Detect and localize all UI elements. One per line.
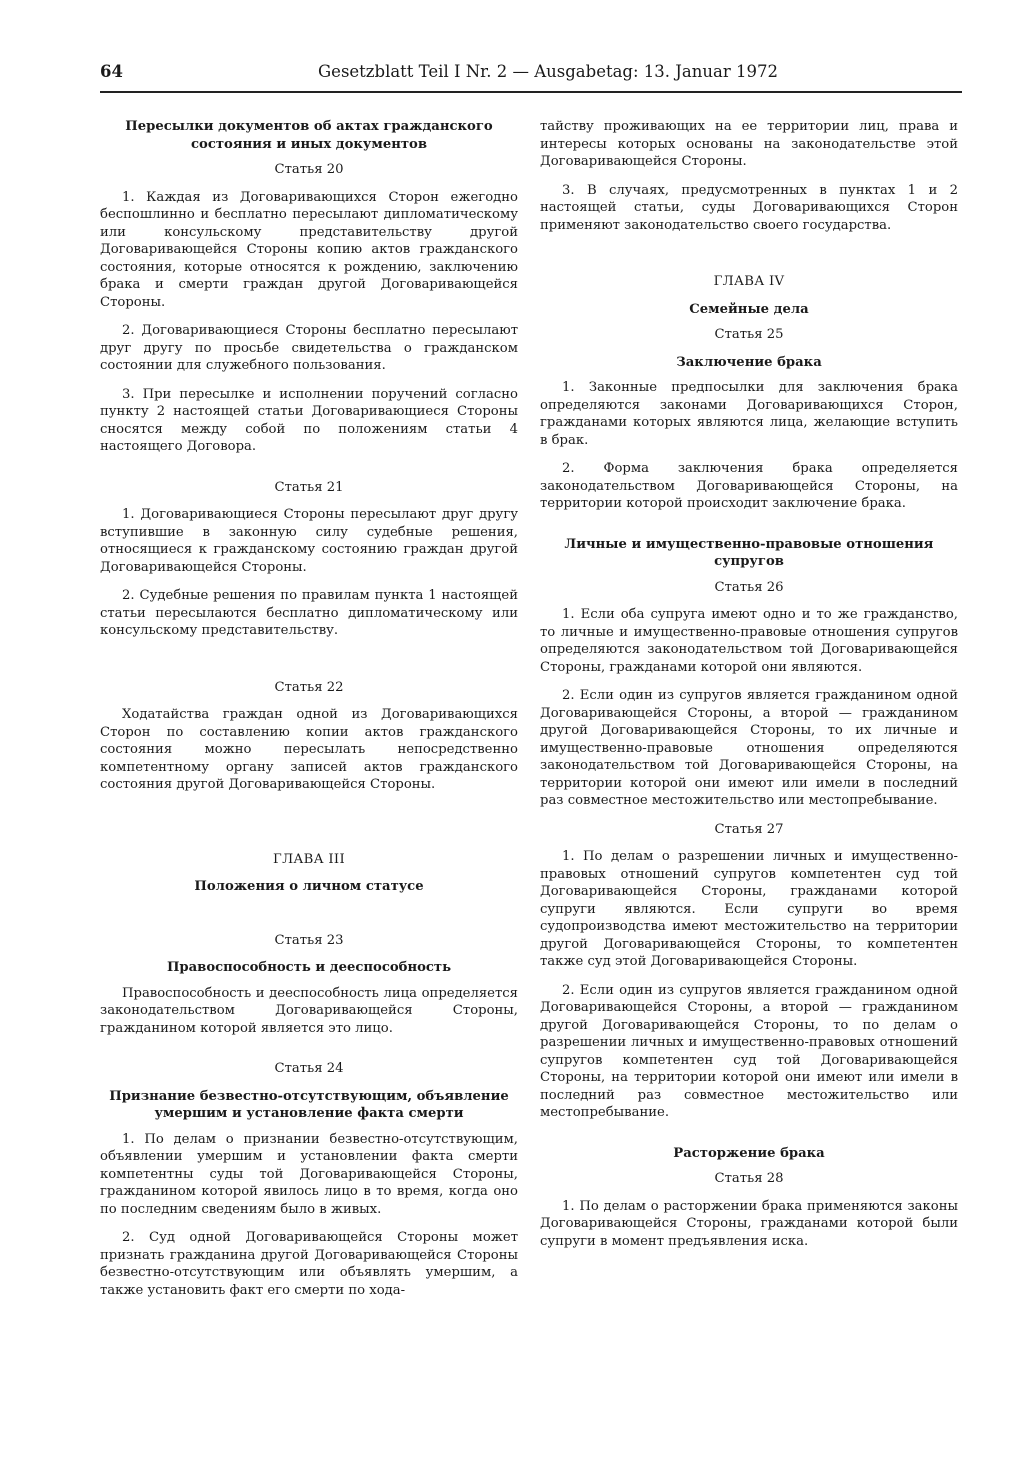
article-27-heading: Статья 27 [714, 821, 784, 837]
article-21-heading: Статья 21 [274, 479, 344, 495]
paragraph: 2. Форма заключения брака определяется законодательством Договаривающейся Стороны, на территории которой происходит заключение брака. [540, 461, 958, 511]
section-heading: Личные и имущественно-правовые отношения супругов [564, 536, 934, 569]
header-title: Gesetzblatt Teil I Nr. 2 — Ausgabetag: 13. Januar 1972 [318, 62, 778, 81]
article-25-heading: Статья 25 [714, 327, 784, 342]
section-heading: Расторжение брака [673, 1145, 825, 1161]
article-23-title: Правоспособность и дееспособность [166, 960, 452, 975]
article-28-heading: Статья 28 [714, 1171, 784, 1186]
paragraph: 2. Если один из супругов является гражданином одной Договаривающейся Стороны, а второй — гражданином другой Договаривающейся Стороны, то их личные и имущественно-правовые отношения определяются законодательством той Договаривающейся Стороны, на территории которой они имеют или имели в последний раз совместное местожительство или местопребывание. [540, 688, 958, 808]
chapter-4-title: Семейные дела [689, 301, 809, 317]
paragraph: 3. При пересылке и исполнении поручений согласно пункту 2 настоящей статьи Договаривающиеся Стороны сносятся между собой по положениям статьи 4 настоящего Договора. [100, 386, 518, 454]
paragraph: Ходатайства граждан одной из Договаривающихся Сторон по составлению копии актов гражданского состояния можно пересылать непосредственно компетентному органу записей актов гражданского состояния другой Договаривающейся Стороны. [100, 707, 518, 792]
right-column [540, 118, 958, 1261]
paragraph: 1. Законные предпосылки для заключения брака определяются законами Договаривающихся Сторон, гражданами которых являются лица, желающие вступить в брак. [540, 380, 958, 448]
paragraph: 2. Договаривающиеся Стороны бесплатно пересылают друг другу по просьбе свидетельства о гражданском состоянии для служебного пользования. [100, 323, 518, 373]
page-number: 64 [100, 62, 123, 81]
paragraph: 2. Если один из супругов является гражданином одной Договаривающейся Стороны, а второй — гражданином другой Договаривающейся Стороны, то по делам о разрешении личных и имущественно-правовых отношений супругов компетентен суд той Договаривающейся Стороны, на территории которой они имеют или имели в последний раз совместное местожительство или местопребывание. [540, 982, 958, 1120]
paragraph: 2. Суд одной Договаривающейся Стороны может признать гражданина другой Договаривающейся Стороны безвестно-отсутствующим или объявлять умершим, а также установить факт его смерти по хода- [100, 1230, 518, 1298]
paragraph: 1. Договаривающиеся Стороны пересылают друг другу вступившие в законную силу судебные решения, относящиеся к гражданскому состоянию граждан другой Договаривающейся Стороны. [100, 507, 518, 575]
article-22-heading: Статья 22 [274, 679, 344, 695]
article-20-heading: Статья 20 [274, 162, 344, 177]
article-24-title: Признание безвестно-отсутствующим, объявление умершим и установление факта смерти [109, 1088, 509, 1121]
header-rule [100, 91, 962, 93]
paragraph: 1. Если оба супруга имеют одно и то же гражданство, то личные и имущественно-правовые отношения супругов определяются законодательством той Договаривающейся Стороны, гражданами которой они являются. [540, 607, 958, 675]
paragraph: 1. По делам о признании безвестно-отсутствующим, объявлении умершим и установлении факта смерти компетентны суды той Договаривающейся Стороны, гражданином которой явилось лицо в то время, когда оно по последним сведениям было в живых. [100, 1131, 518, 1217]
paragraph: 1. По делам о разрешении личных и имущественно-правовых отношений супругов компетентен суд той Договаривающейся Стороны, гражданами которой супруги являются. Если супруги во время судопроизводства имеют местожительство на территории другой Договаривающейся Стороны, то компетентен также суд этой Договаривающейся Стороны. [540, 849, 958, 969]
article-23-heading: Статья 23 [274, 932, 344, 948]
chapter-3-title: Положения о личном статусе [194, 879, 424, 894]
left-column [100, 118, 518, 1310]
paragraph: 3. В случаях, предусмотренных в пунктах 1 и 2 настоящей статьи, суды Договаривающихся Сторон применяют законодательство своего государства. [540, 182, 958, 233]
paragraph: 2. Судебные решения по правилам пункта 1 настоящей статьи пересылаются бесплатно дипломатическому или консульскому представительству. [100, 588, 518, 638]
section-heading: Пересылки документов об актах гражданского состояния и иных документов [125, 119, 493, 152]
paragraph: 1. По делам о расторжении брака применяются законы Договаривающейся Стороны, гражданами которой были супруги в момент предъявления иска. [540, 1198, 958, 1249]
chapter-4-heading: ГЛАВА IV [713, 274, 785, 289]
chapter-3-heading: ГЛАВА III [273, 851, 345, 867]
article-25-title: Заключение брака [676, 354, 822, 370]
paragraph: 1. Каждая из Договаривающихся Сторон ежегодно беспошлинно и бесплатно пересылают дипломатическому или консульскому представительству другой Договаривающейся Стороны копию актов гражданского состояния, которые относятся к рождению, заключению брака и смерти граждан другой Договаривающейся Стороны. [100, 189, 518, 310]
article-24-heading: Статья 24 [274, 1061, 344, 1076]
paragraph: Правоспособность и дееспособность лица определяется законодательством Договаривающейся Стороны, гражданином которой является это лицо. [100, 985, 518, 1036]
article-26-heading: Статья 26 [714, 579, 784, 595]
paragraph: тайству проживающих на ее территории лиц, права и интересы которых основаны на законодательстве этой Договаривающейся Стороны. [540, 119, 958, 169]
